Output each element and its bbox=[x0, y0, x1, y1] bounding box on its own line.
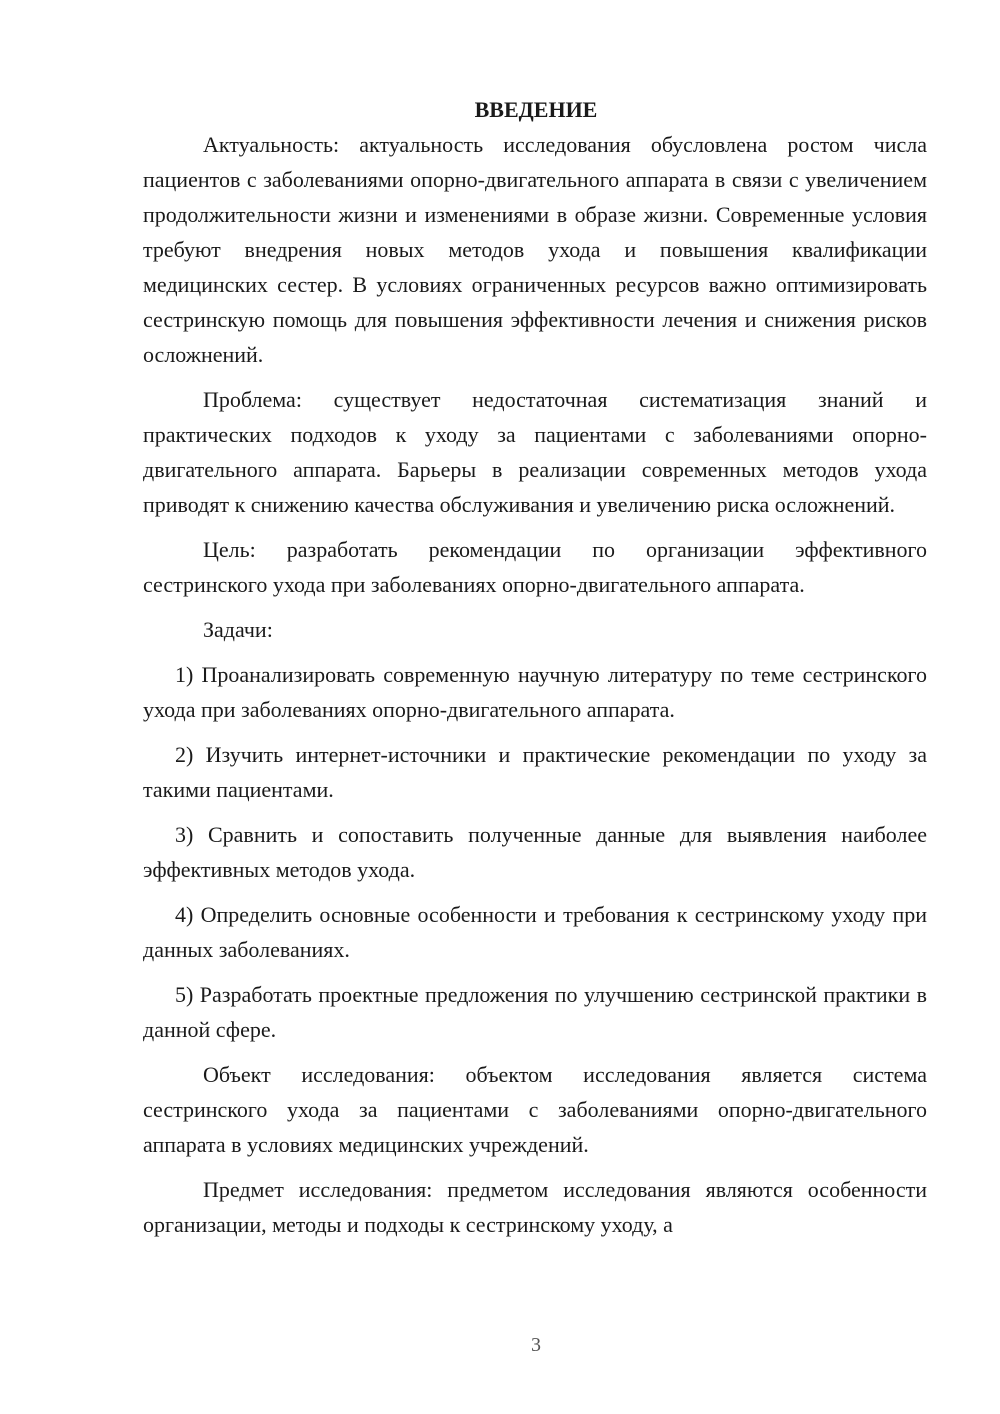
paragraph-object: Объект исследования: объектом исследования является система сестринского ухода за пациентами с заболеваниями опорно-двигательного аппарата в условиях медицинских учреждений. bbox=[143, 1062, 927, 1157]
paragraph-relevance: Актуальность: актуальность исследования обусловлена ростом числа пациентов с заболеваниями опорно-двигательного аппарата в связи с увеличением продолжительности жизни и изменениями в образе жизни. Современные условия требуют внедрения новых методов ухода и повышения квалификации медицинских сестер. В условиях ограниченных ресурсов важно оптимизировать сестринскую помощь для повышения эффективности лечения и снижения рисков осложнений. bbox=[143, 132, 927, 367]
page-title: ВВЕДЕНИЕ bbox=[474, 97, 598, 122]
tasks-heading: Задачи: bbox=[203, 617, 273, 642]
task-item: 4) Определить основные особенности и требования к сестринскому уходу при данных заболеваниях. bbox=[143, 902, 927, 962]
document-page bbox=[143, 92, 927, 1242]
paragraph-goal: Цель: разработать рекомендации по организации эффективного сестринского ухода при заболеваниях опорно-двигательного аппарата. bbox=[143, 537, 927, 597]
page-number: 3 bbox=[531, 1334, 541, 1356]
paragraph-problem: Проблема: существует недостаточная систематизация знаний и практических подходов к уходу за пациентами с заболеваниями опорно-двигательного аппарата. Барьеры в реализации современных методов ухода приводят к снижению качества обслуживания и увеличению риска осложнений. bbox=[143, 387, 927, 517]
task-item: 5) Разработать проектные предложения по улучшению сестринской практики в данной сфере. bbox=[143, 982, 927, 1042]
task-item: 3) Сравнить и сопоставить полученные данные для выявления наиболее эффективных методов ухода. bbox=[143, 822, 927, 882]
task-item: 1) Проанализировать современную научную литературу по теме сестринского ухода при заболеваниях опорно-двигательного аппарата. bbox=[143, 662, 927, 722]
task-item: 2) Изучить интернет-источники и практические рекомендации по уходу за такими пациентами. bbox=[143, 742, 927, 802]
paragraph-subject: Предмет исследования: предметом исследования являются особенности организации, методы и подходы к сестринскому уходу, а bbox=[143, 1177, 927, 1237]
